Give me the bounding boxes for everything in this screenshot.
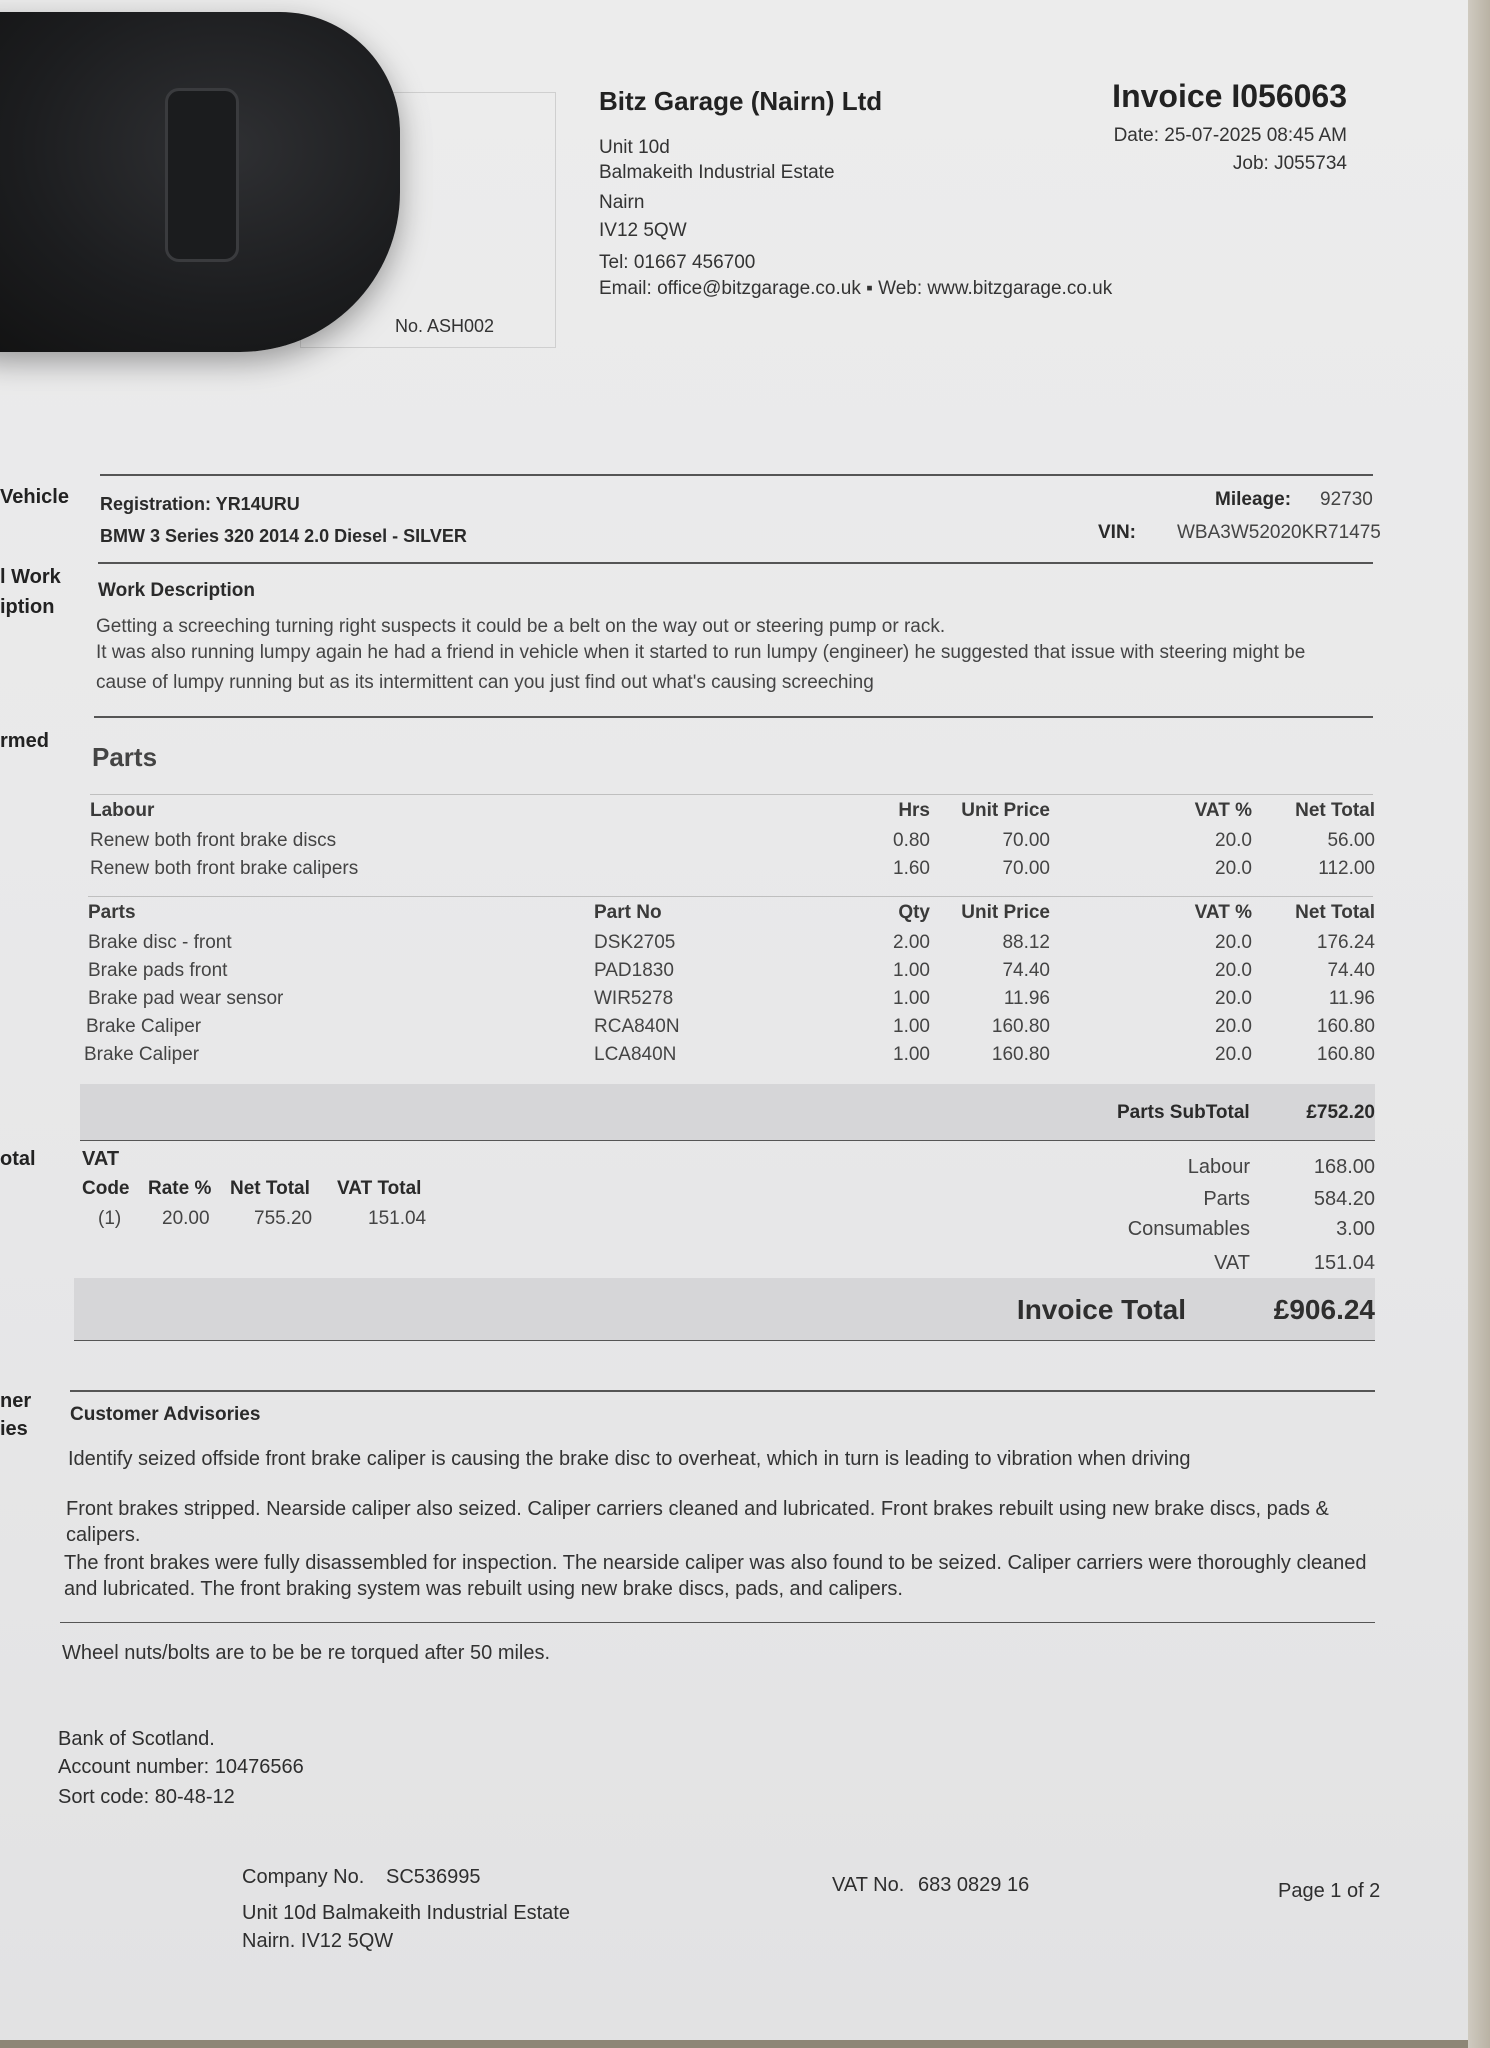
parts-header-row	[0, 902, 1468, 930]
labour-vat: 20.0	[1215, 858, 1252, 879]
side-label-work: l Work	[0, 566, 61, 588]
advisory-line: The front brakes were fully disassembled for inspection. The nearside caliper was also found to be seized. Caliper carriers were thoroughly cleaned	[64, 1552, 1367, 1574]
labour-vat: 20.0	[1215, 830, 1252, 851]
mileage-label: Mileage:	[1215, 489, 1292, 510]
divider	[74, 1340, 1375, 1341]
part-qty: 1.00	[893, 988, 930, 1009]
company-address-line: Unit 10d	[599, 137, 670, 158]
part-qty: 2.00	[893, 932, 930, 953]
company-email-web: Email: office@bitzgarage.co.uk ▪ Web: www.bitzgarage.co.uk	[599, 278, 1113, 299]
labour-name: Renew both front brake discs	[90, 830, 337, 851]
labour-header-row	[0, 800, 1468, 828]
side-label-description: iption	[0, 596, 55, 618]
vehicle-description: BMW 3 Series 320 2014 2.0 Diesel - SILVER	[100, 526, 467, 546]
labour-header-net: Net Total	[1295, 800, 1375, 821]
part-vat: 20.0	[1215, 960, 1252, 981]
total-value-consumables: 3.00	[1336, 1218, 1375, 1240]
part-vat: 20.0	[1215, 988, 1252, 1009]
part-unit-price: 88.12	[1002, 932, 1050, 953]
total-label-labour: Labour	[1187, 1156, 1250, 1178]
parts-header-part-no: Part No	[594, 902, 662, 923]
labour-header-hrs: Hrs	[898, 800, 930, 821]
table-row	[0, 988, 1468, 1016]
parts-header-qty: Qty	[898, 902, 930, 923]
parts-subtotal-value: £752.20	[1306, 1102, 1375, 1123]
work-description-line: Getting a screeching turning right suspects it could be a belt on the way out or steering pump or rack.	[96, 616, 946, 637]
reference-number: No. ASH002	[395, 316, 495, 336]
parts-header-name: Parts	[88, 902, 136, 923]
part-number: PAD1830	[594, 960, 674, 981]
table-row	[0, 1016, 1468, 1044]
labour-unit-price: 70.00	[1002, 830, 1050, 851]
part-number: RCA840N	[594, 1016, 680, 1037]
labour-net: 112.00	[1318, 858, 1375, 879]
page-number: Page 1 of 2	[1278, 1880, 1381, 1902]
labour-net: 56.00	[1327, 830, 1375, 851]
part-qty: 1.00	[893, 960, 930, 981]
parts-header-vat: VAT %	[1194, 902, 1252, 923]
vat-table-title: VAT	[82, 1148, 120, 1170]
mileage-value: 92730	[1320, 489, 1373, 510]
advisory-line: Identify seized offside front brake caliper is causing the brake disc to overheat, which in turn is leading to vibration when driving	[68, 1448, 1191, 1470]
part-number: WIR5278	[594, 988, 674, 1009]
vehicle-registration: Registration: YR14URU	[100, 494, 300, 514]
divider	[98, 562, 1373, 564]
table-row	[0, 960, 1468, 988]
total-value-vat: 151.04	[1313, 1252, 1375, 1274]
part-name: Brake Caliper	[86, 1016, 202, 1037]
divider	[88, 896, 1373, 897]
vat-header-net: Net Total	[230, 1178, 310, 1199]
company-no-value: SC536995	[386, 1866, 481, 1888]
company-address-line: Nairn	[599, 192, 645, 213]
labour-name: Renew both front brake calipers	[90, 858, 359, 879]
part-name: Brake pad wear sensor	[88, 988, 284, 1009]
divider	[70, 1390, 1375, 1392]
labour-hrs: 0.80	[893, 830, 930, 851]
company-tel: Tel: 01667 456700	[599, 252, 756, 273]
part-unit-price: 160.80	[991, 1016, 1050, 1037]
total-label-consumables: Consumables	[1127, 1218, 1250, 1240]
invoice-job: Job: J055734	[1232, 153, 1347, 174]
part-net: 160.80	[1316, 1016, 1375, 1037]
vat-header-vat: VAT Total	[337, 1178, 422, 1199]
labour-hrs: 1.60	[893, 858, 930, 879]
part-net: 74.40	[1327, 960, 1375, 981]
part-qty: 1.00	[893, 1044, 930, 1065]
invoice-total-value: £906.24	[1273, 1294, 1375, 1325]
bank-name: Bank of Scotland.	[58, 1728, 215, 1750]
total-label-vat: VAT	[1214, 1252, 1250, 1274]
key-fob-button	[165, 88, 239, 262]
advisory-line: and lubricated. The front braking system was rebuilt using new brake discs, pads, and calipers.	[64, 1578, 903, 1600]
work-description-title: Work Description	[98, 580, 255, 601]
part-name: Brake pads front	[88, 960, 228, 981]
part-vat: 20.0	[1215, 1044, 1252, 1065]
labour-header-vat: VAT %	[1194, 800, 1252, 821]
paper-edge	[1468, 0, 1490, 2048]
side-label-total: otal	[0, 1148, 36, 1170]
vat-no-value: 683 0829 16	[918, 1874, 1030, 1896]
side-label-vehicle: Vehicle	[0, 486, 69, 508]
wheel-nut-note: Wheel nuts/bolts are to be be re torqued after 50 miles.	[62, 1642, 551, 1664]
work-description-line: cause of lumpy running but as its intermittent can you just find out what's causing screeching	[96, 672, 874, 693]
divider	[80, 1140, 1375, 1141]
labour-header-name: Labour	[90, 800, 155, 821]
parts-section-title: Parts	[92, 742, 158, 772]
total-value-labour: 168.00	[1313, 1156, 1375, 1178]
part-net: 176.24	[1316, 932, 1375, 953]
labour-unit-price: 70.00	[1002, 858, 1050, 879]
side-label-performed: rmed	[0, 730, 49, 752]
part-number: LCA840N	[594, 1044, 677, 1065]
parts-header-net: Net Total	[1295, 902, 1375, 923]
invoice-date: Date: 25-07-2025 08:45 AM	[1113, 125, 1347, 146]
footer-address-line: Unit 10d Balmakeith Industrial Estate	[242, 1902, 570, 1924]
table-row	[0, 858, 1468, 886]
divider	[94, 716, 1373, 718]
company-name: Bitz Garage (Nairn) Ltd	[599, 86, 883, 116]
part-number: DSK2705	[594, 932, 676, 953]
part-name: Brake Caliper	[84, 1044, 200, 1065]
car-key-fob	[0, 12, 400, 352]
part-net: 11.96	[1328, 988, 1375, 1009]
table-row	[0, 932, 1468, 960]
vin-label: VIN:	[1098, 522, 1136, 543]
part-qty: 1.00	[893, 1016, 930, 1037]
company-no-label: Company No.	[242, 1866, 365, 1888]
advisory-line: calipers.	[66, 1524, 141, 1546]
invoice-total-label: Invoice Total	[1016, 1294, 1186, 1325]
vat-net-total: 755.20	[254, 1208, 313, 1229]
company-address-line: IV12 5QW	[599, 220, 687, 241]
side-label-advisories-2: ies	[0, 1418, 28, 1440]
invoice-title: Invoice I056063	[1112, 78, 1347, 114]
divider	[100, 474, 1373, 476]
total-value-parts: 584.20	[1313, 1188, 1375, 1210]
vat-header-code: Code	[82, 1178, 130, 1199]
divider	[90, 794, 1373, 795]
vat-rate: 20.00	[162, 1208, 210, 1229]
part-net: 160.80	[1316, 1044, 1375, 1065]
divider	[60, 1622, 1375, 1623]
part-unit-price: 160.80	[991, 1044, 1050, 1065]
parts-subtotal-label: Parts SubTotal	[1117, 1102, 1250, 1123]
labour-header-unit-price: Unit Price	[961, 800, 1050, 821]
vat-no-label: VAT No.	[832, 1874, 905, 1896]
vat-code: (1)	[98, 1208, 122, 1229]
total-label-parts: Parts	[1203, 1188, 1250, 1210]
side-label-advisories-1: ner	[0, 1390, 32, 1412]
work-description-line: It was also running lumpy again he had a friend in vehicle when it started to run lumpy (engineer) he suggested that issue with steering might be	[96, 642, 1306, 663]
part-vat: 20.0	[1215, 1016, 1252, 1037]
part-name: Brake disc - front	[88, 932, 232, 953]
bank-sort-code: Sort code: 80-48-12	[58, 1786, 235, 1808]
company-address-line: Balmakeith Industrial Estate	[599, 162, 835, 183]
advisory-line: Front brakes stripped. Nearside caliper also seized. Caliper carriers cleaned and lubricated. Front brakes rebuilt using new brake discs, pads &	[66, 1498, 1329, 1520]
table-row	[0, 830, 1468, 858]
parts-header-unit-price: Unit Price	[961, 902, 1050, 923]
vat-total: 151.04	[368, 1208, 427, 1229]
vin-value: WBA3W52020KR71475	[1177, 522, 1381, 543]
table-row	[0, 1044, 1468, 1072]
part-unit-price: 74.40	[1002, 960, 1050, 981]
bank-account: Account number: 10476566	[58, 1756, 304, 1778]
part-unit-price: 11.96	[1003, 988, 1050, 1009]
part-vat: 20.0	[1215, 932, 1252, 953]
advisories-title: Customer Advisories	[70, 1404, 261, 1425]
footer-address-line: Nairn. IV12 5QW	[242, 1930, 394, 1952]
vat-header-rate: Rate %	[148, 1178, 212, 1199]
